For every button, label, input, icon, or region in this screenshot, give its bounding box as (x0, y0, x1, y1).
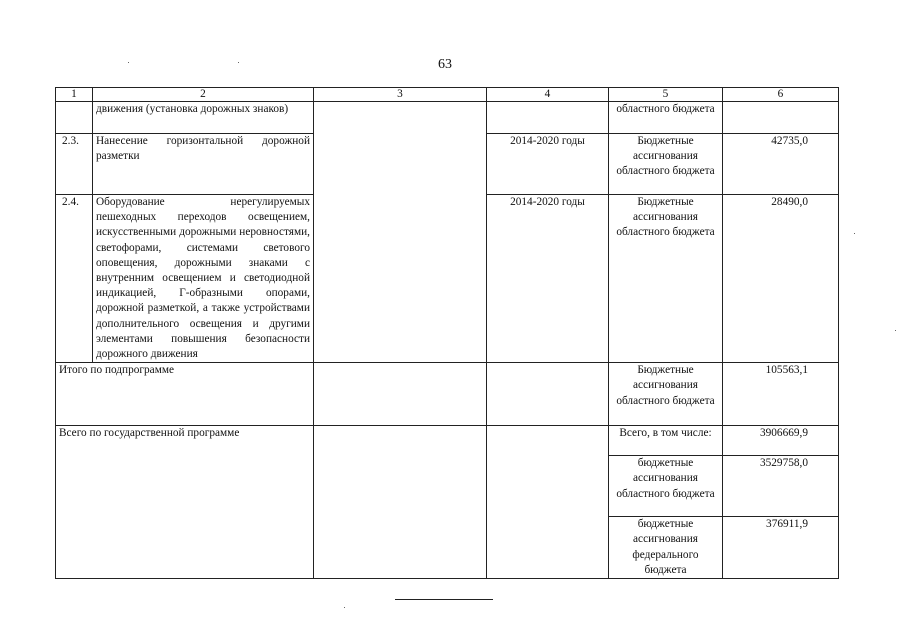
total-all-source: Всего, в том числе: (609, 426, 723, 456)
row-2-3-source: Бюджетные ассигнования областного бюджета (609, 134, 723, 195)
subtotal-row (56, 363, 839, 426)
header-col-6: 6 (723, 88, 839, 102)
total-federal-source: бюджетные ассигнования федерального бюджета (609, 517, 723, 579)
header-col-4: 4 (487, 88, 609, 102)
header-row (56, 88, 839, 102)
row-cont-name: движения (установка дорожных знаков) (93, 102, 314, 134)
scan-speck (238, 62, 239, 63)
row-2-4-number: 2.4. (56, 195, 93, 363)
total-federal-amount: 376911,9 (723, 517, 839, 579)
page-number: 63 (438, 57, 452, 72)
program-table (55, 87, 839, 579)
scan-speck (128, 62, 129, 63)
scan-speck (344, 607, 345, 608)
table-row (56, 102, 839, 134)
footnote-divider (395, 599, 493, 600)
row-2-4-period: 2014-2020 годы (487, 195, 609, 363)
header-col-2: 2 (93, 88, 314, 102)
header-col-5: 5 (609, 88, 723, 102)
row-2-3-period: 2014-2020 годы (487, 134, 609, 195)
total-row (56, 426, 839, 456)
subtotal-label: Итого по подпрограмме (56, 363, 314, 426)
row-2-4-name: Оборудование нерегулируемых пешеходных переходов освещением, искусственными дорожными неровностями, светофорами, системами светового оповещения, дорожными знаками с внутренним освещением и светодиодной индикацией, Г-образными опорами, дорожной разметкой, а также устройствами дополнительного освещения и другими элементами повышения безопасности дорожного движения (93, 195, 314, 363)
row-cont-source: областного бюджета (609, 102, 723, 134)
subtotal-source: Бюджетные ассигнования областного бюджета (609, 363, 723, 426)
subtotal-amount: 105563,1 (723, 363, 839, 426)
row-2-3-number: 2.3. (56, 134, 93, 195)
row-2-4-source: Бюджетные ассигнования областного бюджета (609, 195, 723, 363)
row-2-3-amount: 42735,0 (723, 134, 839, 195)
row-2-4-amount: 28490,0 (723, 195, 839, 363)
total-regional-source: бюджетные ассигнования областного бюджета (609, 456, 723, 517)
total-regional-amount: 3529758,0 (723, 456, 839, 517)
scan-speck (895, 330, 896, 331)
total-all-amount: 3906669,9 (723, 426, 839, 456)
header-col-3: 3 (314, 88, 487, 102)
scan-speck (854, 233, 855, 234)
row-2-3-name: Нанесение горизонтальной дорожной разметки (93, 134, 314, 195)
header-col-1: 1 (56, 88, 93, 102)
total-label: Всего по государственной программе (56, 426, 314, 579)
